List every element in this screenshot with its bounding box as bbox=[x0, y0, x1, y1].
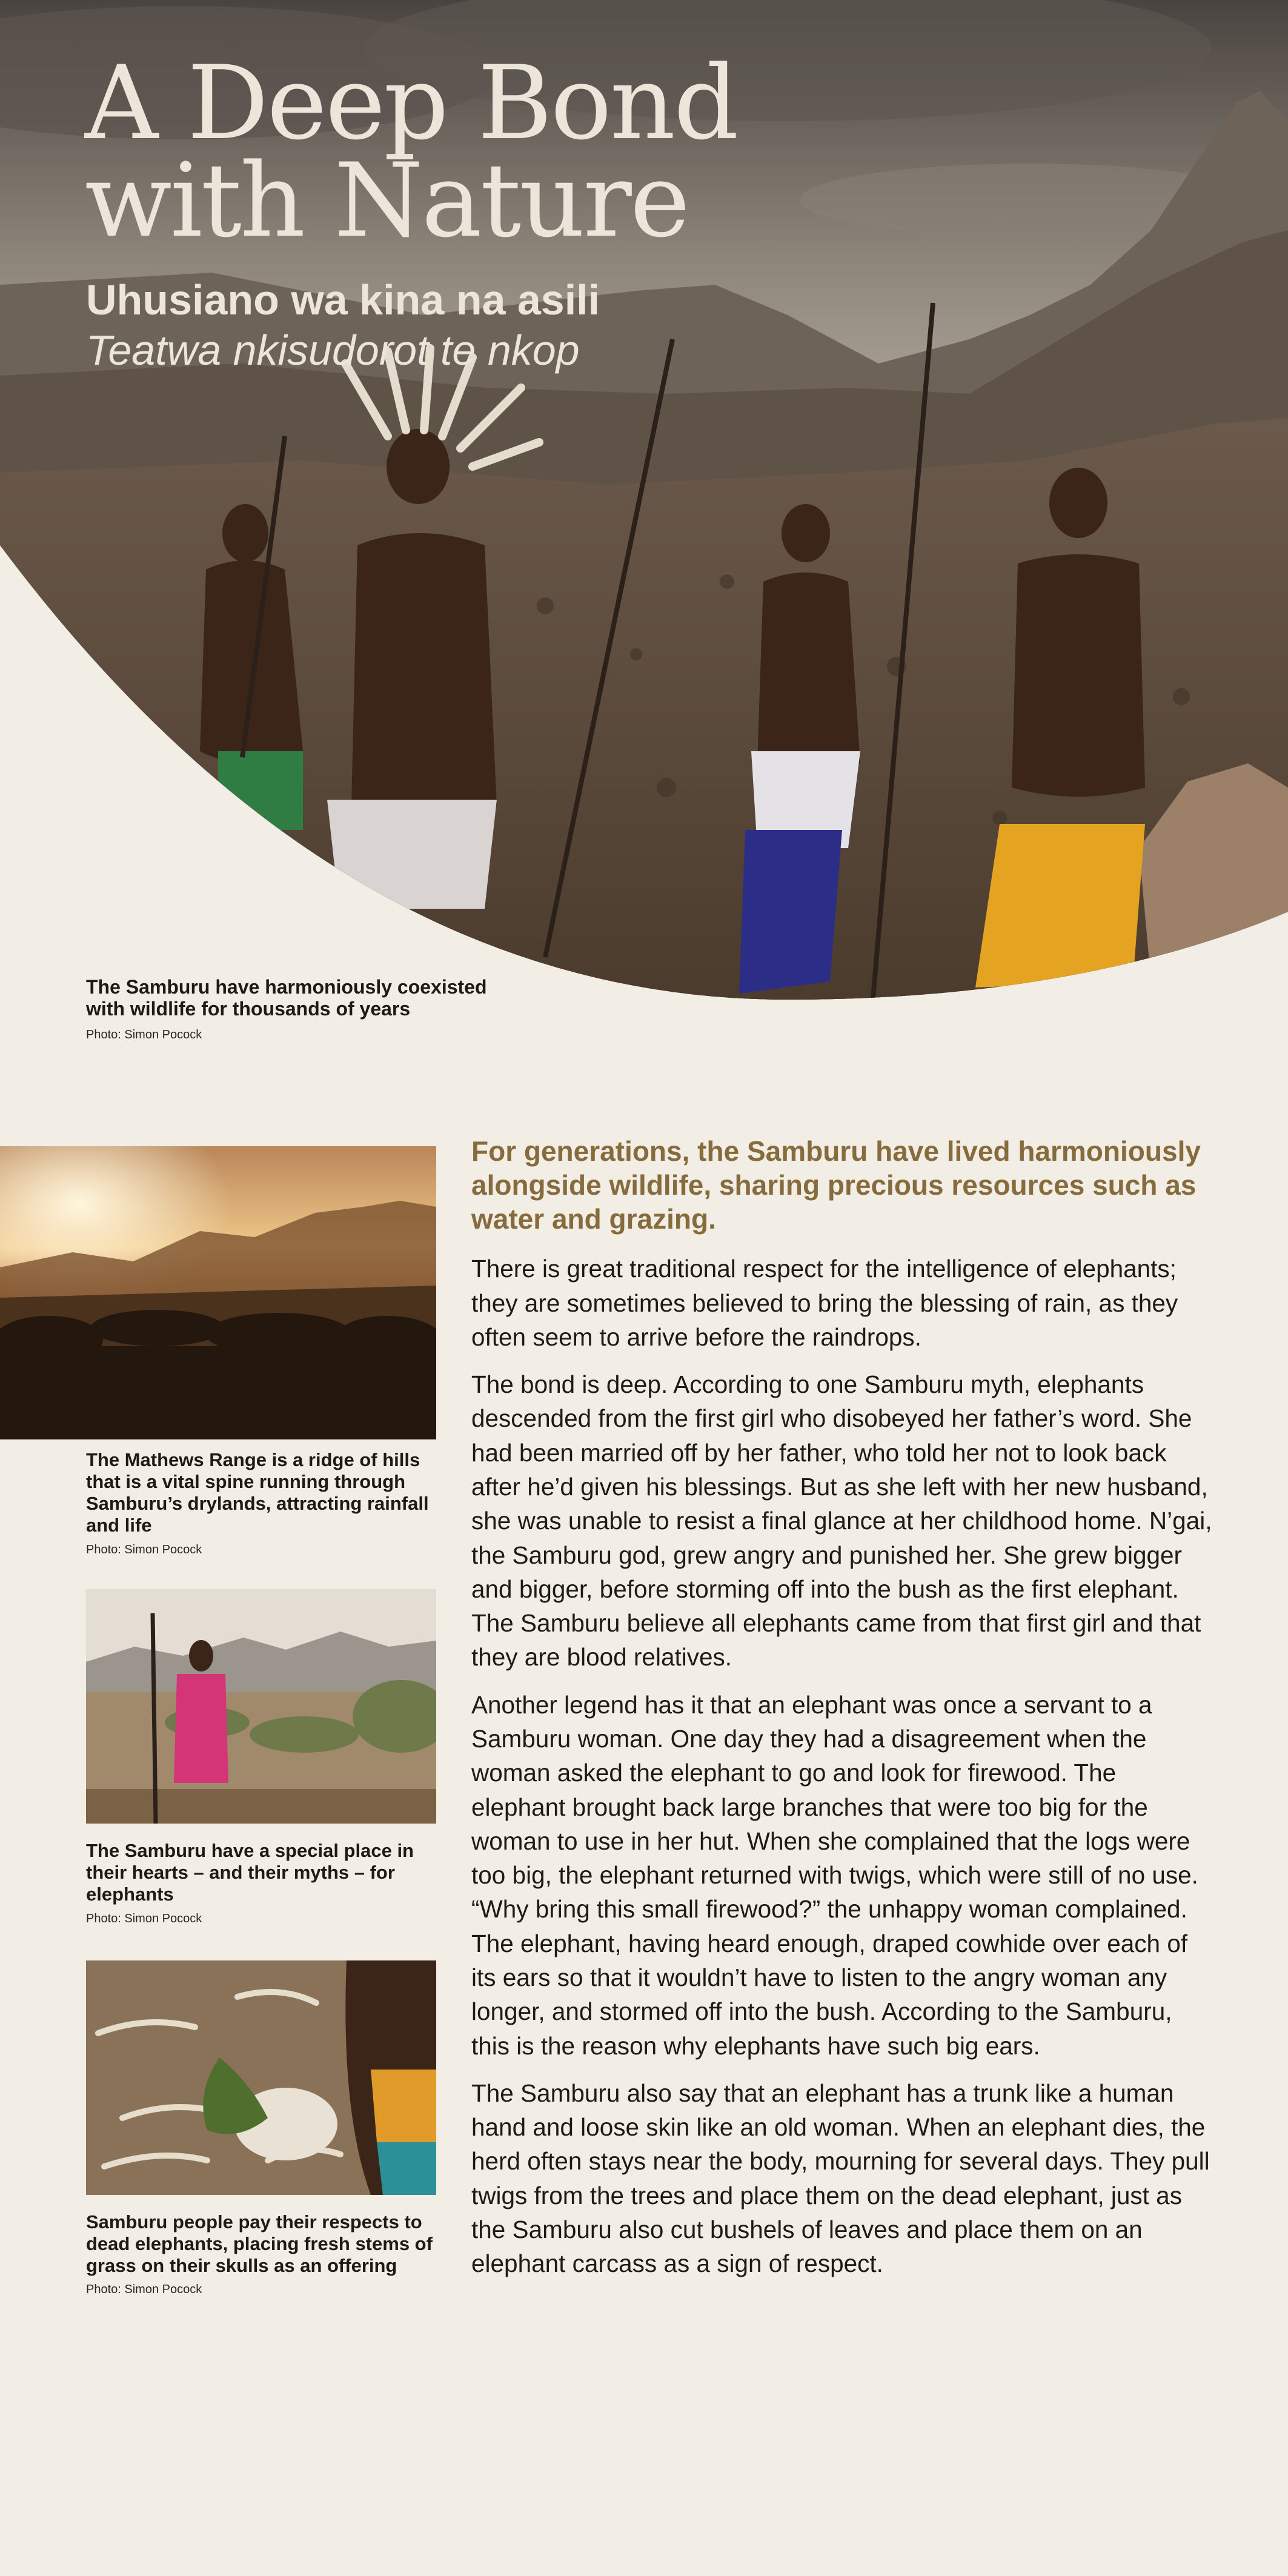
mathews-range-photo bbox=[0, 1146, 436, 1439]
elephant-skull-offering-photo bbox=[86, 1960, 436, 2195]
sidebar-credit-3: Photo: Simon Pocock bbox=[86, 2283, 202, 2296]
hero-section bbox=[0, 0, 1288, 1030]
article-paragraph-2: The bond is deep. According to one Samburu myth, elephants descended from the first girl who disobeyed her father’s word. She had been married off by her father, who told her not to look back after he’d given his blessings. But as she left with her new husband, she was unable to resist a final glance at her childhood home. N’gai, the Samburu god, grew angry and punished her. She grew bigger and bigger, before storming off into the bush as the first elephant. The Samburu believe all elephants came from that first girl and that they are blood relatives. bbox=[471, 1370, 1212, 1671]
article-paragraph-1: There is great traditional respect for the intelligence of elephants; they are sometimes believed to bring the blessing of rain, as they often seem to arrive before the raindrops. bbox=[471, 1255, 1178, 1351]
article-lead: For generations, the Samburu have lived harmoniously alongside wildlife, sharing precious resources such as water and grazing. bbox=[471, 1135, 1201, 1235]
sidebar-credit-1: Photo: Simon Pocock bbox=[86, 1543, 202, 1556]
article-body bbox=[471, 1134, 1217, 2294]
sidebar-credit-2: Photo: Simon Pocock bbox=[86, 1912, 202, 1925]
sidebar-caption-3: Samburu people pay their respects to dead elephants, placing fresh stems of grass on their skulls as an offering bbox=[86, 2211, 433, 2276]
article-paragraph-4: The Samburu also say that an elephant has a trunk like a human hand and loose skin like an old woman. When an elephant dies, the herd often stays near the body, mourning for several days. They pull twigs from the trees and place them on the dead elephant, just as the Samburu also cut bushels of leaves and place them on an elephant carcass as a sign of respect. bbox=[471, 2079, 1210, 2278]
article-paragraph-3: Another legend has it that an elephant was once a servant to a Samburu woman. One day they had a disagreement when the woman asked the elephant to go and look for firewood. The elephant brought back large branches that were too big for the woman to use in her hut. When she complained that the logs were too big, the elephant returned with twigs, which were still of no use. “Why bring this small firewood?” the unhappy woman complained. The elephant, having heard enough, draped cowhide over each of its ears so that it wouldn’t have to listen to the angry woman any longer, and stormed off into the bush. According to the Samburu, this is the reason why elephants have such big ears. bbox=[471, 1690, 1198, 2060]
hero-caption: The Samburu have harmoniously coexisted with wildlife for thousands of years bbox=[86, 976, 487, 1020]
title-line-1: A Deep Bond bbox=[85, 44, 737, 162]
hero-photo-credit: Photo: Simon Pocock bbox=[86, 1028, 202, 1041]
page-title bbox=[85, 44, 737, 261]
subtitle-samburu: Teatwa nkisudorot te nkop bbox=[86, 327, 580, 374]
sidebar-caption-1: The Mathews Range is a ridge of hills that is a vital spine running through Samburu’s drylands, attracting rainfall and life bbox=[86, 1449, 429, 1536]
subtitle-swahili: Uhusiano wa kina na asili bbox=[86, 276, 600, 324]
samburu-elephant-myths-photo bbox=[86, 1589, 436, 1824]
title-line-2: with Nature bbox=[85, 141, 689, 261]
sidebar-caption-2: The Samburu have a special place in their hearts – and their myths – for elephants bbox=[86, 1840, 414, 1905]
